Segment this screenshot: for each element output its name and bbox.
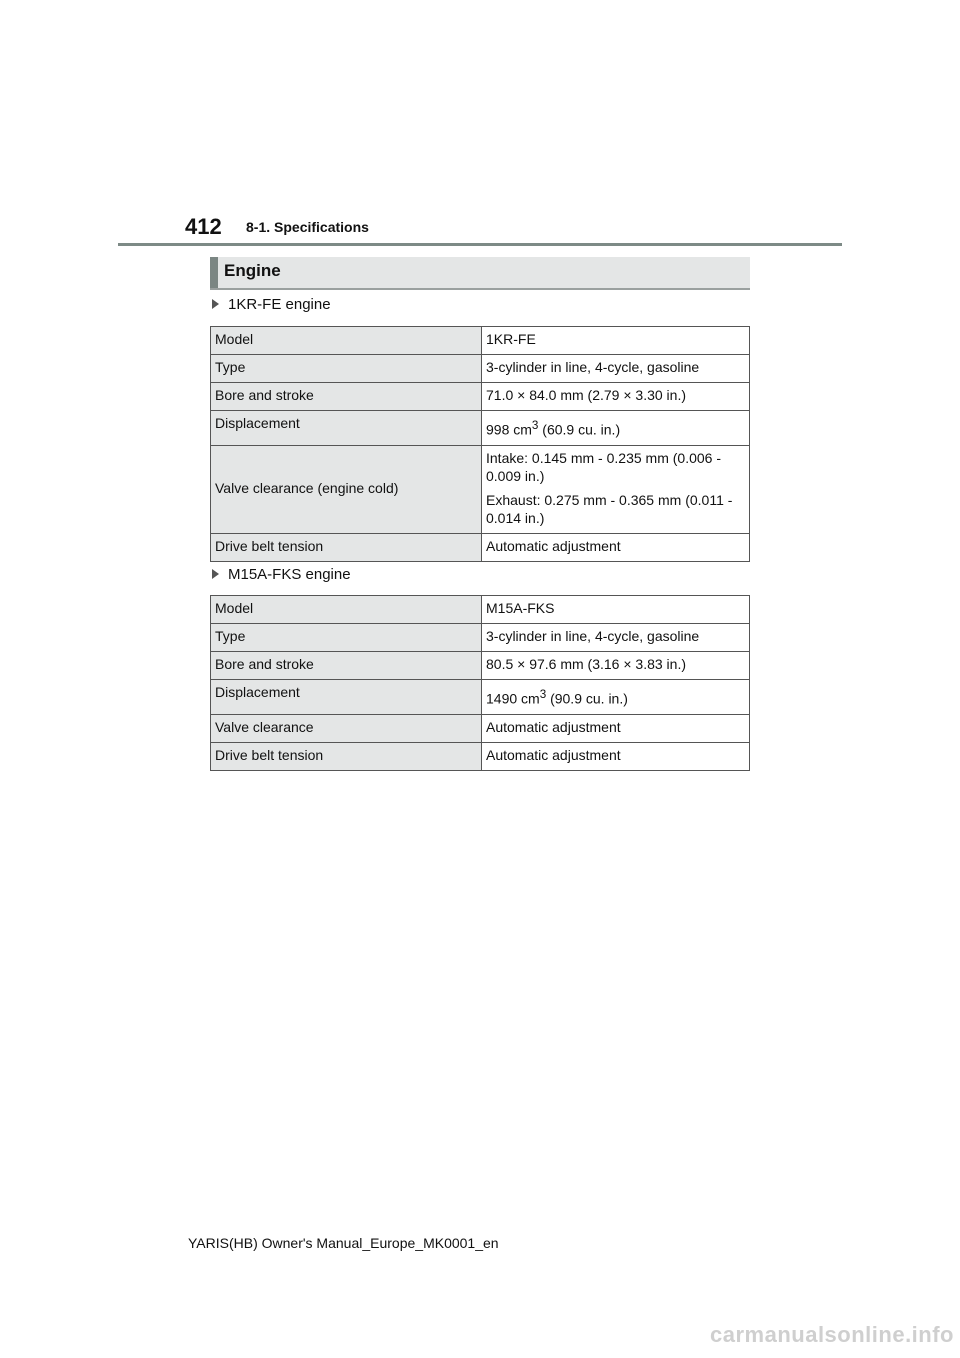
engine-subheading-1kr <box>212 296 331 313</box>
row-value: Automatic adjustment <box>482 533 750 561</box>
row-value: Automatic adjustment <box>482 714 750 742</box>
triangle-bullet-icon <box>212 299 219 309</box>
table-row <box>211 596 750 624</box>
watermark: carmanualsonline.info <box>710 1322 954 1347</box>
engine-subheading-m15a <box>212 566 351 583</box>
row-label: Valve clearance (engine cold) <box>211 445 482 533</box>
row-label: Displacement <box>211 680 482 715</box>
row-label: Valve clearance <box>211 714 482 742</box>
row-value: 1KR-FE <box>482 327 750 355</box>
table-row <box>211 742 750 770</box>
table-row <box>211 714 750 742</box>
row-value <box>482 411 750 446</box>
engine-name: 1KR-FE engine <box>228 296 331 313</box>
page-number: 412 <box>185 214 222 239</box>
displacement-imperial: (90.9 cu. in.) <box>546 690 628 707</box>
table-row <box>211 680 750 715</box>
table-row <box>211 445 750 533</box>
row-value: 71.0 × 84.0 mm (2.79 × 3.30 in.) <box>482 383 750 411</box>
spec-table-1kr <box>210 326 750 562</box>
heading-title: Engine <box>224 261 281 280</box>
row-label: Displacement <box>211 411 482 446</box>
row-label: Bore and stroke <box>211 652 482 680</box>
displacement-value: 998 cm <box>486 421 532 438</box>
row-value: 80.5 × 97.6 mm (3.16 × 3.83 in.) <box>482 652 750 680</box>
heading-accent-bar <box>210 257 218 288</box>
table-row <box>211 355 750 383</box>
valve-exhaust: Exhaust: 0.275 mm - 0.365 mm (0.011 - 0.014 in.) <box>486 491 733 526</box>
displacement-unit-exponent: 3 <box>539 688 547 701</box>
row-value: 3-cylinder in line, 4-cycle, gasoline <box>482 624 750 652</box>
row-label: Drive belt tension <box>211 742 482 770</box>
row-label: Type <box>211 624 482 652</box>
row-label: Model <box>211 596 482 624</box>
valve-intake: Intake: 0.145 mm - 0.235 mm (0.006 - 0.009 in.) <box>486 449 721 484</box>
table-row <box>211 327 750 355</box>
table-row <box>211 411 750 446</box>
table-row <box>211 383 750 411</box>
table-row <box>211 652 750 680</box>
spec-table-m15a <box>210 595 750 771</box>
displacement-imperial: (60.9 cu. in.) <box>538 421 621 438</box>
row-value: Automatic adjustment <box>482 742 750 770</box>
header-divider <box>118 243 842 246</box>
footer-manual-id: YARIS(HB) Owner's Manual_Europe_MK0001_en <box>188 1235 499 1251</box>
row-value <box>482 445 750 533</box>
row-label: Drive belt tension <box>211 533 482 561</box>
engine-heading <box>210 257 750 290</box>
row-value: 3-cylinder in line, 4-cycle, gasoline <box>482 355 750 383</box>
section-title: 8-1. Specifications <box>246 219 369 235</box>
row-value <box>482 680 750 715</box>
table-row <box>211 624 750 652</box>
row-label: Model <box>211 327 482 355</box>
engine-name: M15A-FKS engine <box>228 566 351 583</box>
row-label: Type <box>211 355 482 383</box>
triangle-bullet-icon <box>212 569 219 579</box>
displacement-unit-exponent: 3 <box>531 419 539 432</box>
table-row <box>211 533 750 561</box>
row-value: M15A-FKS <box>482 596 750 624</box>
row-label: Bore and stroke <box>211 383 482 411</box>
displacement-value: 1490 cm <box>486 690 540 707</box>
